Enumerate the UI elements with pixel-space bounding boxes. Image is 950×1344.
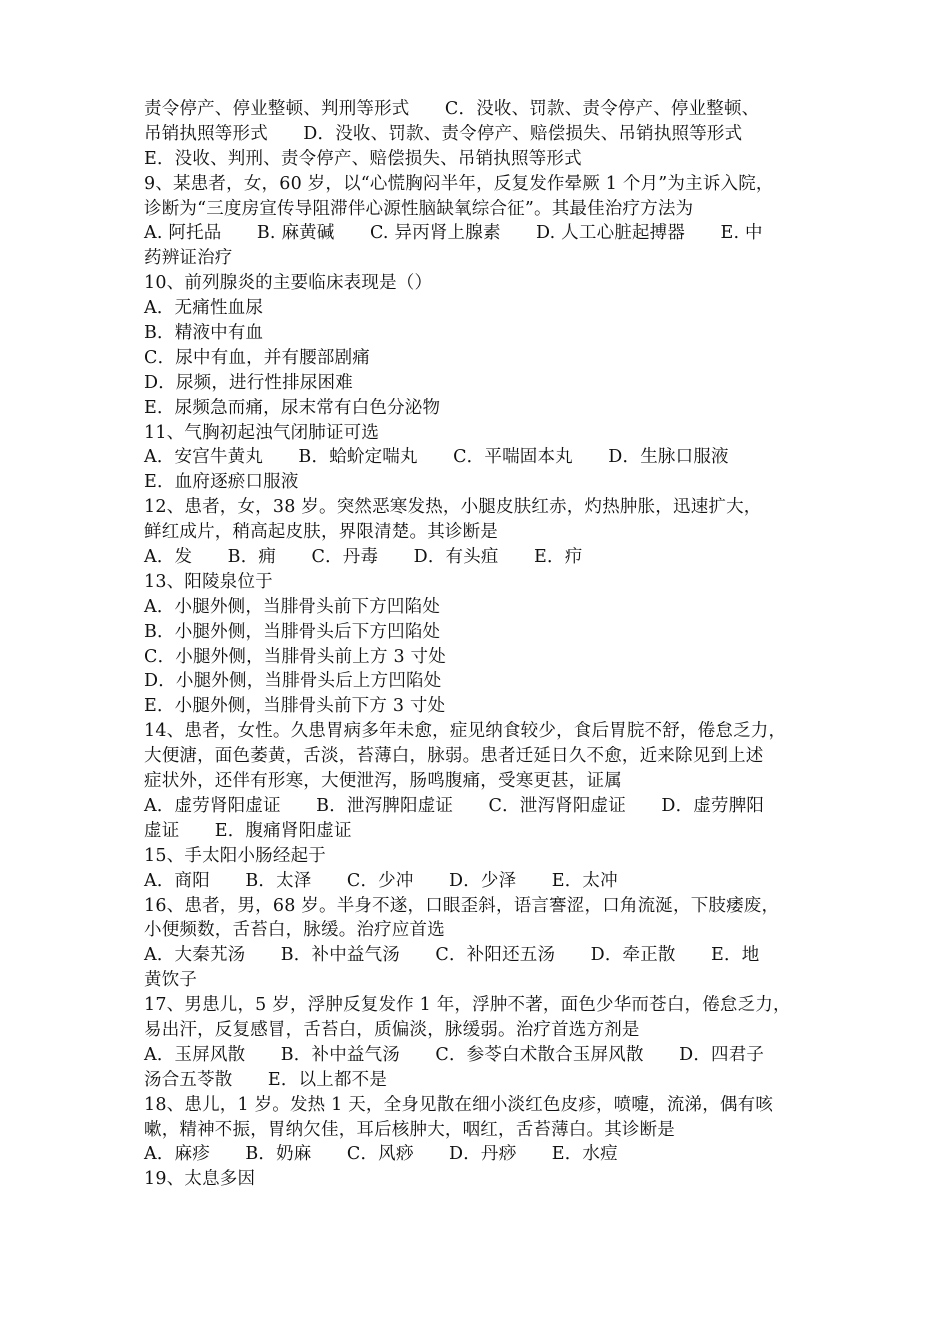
options-line: A．麻疹 B．奶麻 C．风痧 D．丹痧 E．水痘 — [144, 1144, 618, 1165]
option-line: B．精液中有血 — [144, 323, 264, 344]
options-line: A. 阿托品 B. 麻黄碱 C. 异丙肾上腺素 D. 人工心脏起搏器 E. 中 — [144, 223, 763, 244]
option-line: E．小腿外侧，当腓骨头前下方 3 寸处 — [144, 696, 446, 717]
text-line: 药辨证治疗 — [144, 248, 233, 269]
text-line: 大便溏，面色萎黄，舌淡，苔薄白，脉弱。患者迁延日久不愈，近来除见到上述 — [144, 746, 764, 767]
text-line: 小便频数，舌苔白，脉缓。治疗应首选 — [144, 920, 445, 941]
question-9-line: 9、某患者，女，60 岁，以“心慌胸闷半年，反复发作晕厥 1 个月”为主诉入院， — [144, 173, 774, 194]
question-14-line: 14、患者，女性。久患胃病多年未愈，症见纳食较少，食后胃脘不舒，倦怠乏力， — [144, 721, 787, 742]
text-line: 易出汗，反复感冒，舌苔白，质偏淡，脉缓弱。治疗首选方剂是 — [144, 1019, 640, 1040]
question-12-line: 12、患者，女，38 岁。突然恶寒发热，小腿皮肤红赤，灼热肿胀，迅速扩大， — [144, 497, 762, 518]
option-line: E．尿频急而痛，尿末常有白色分泌物 — [144, 397, 441, 418]
text-line: 黄饮子 — [144, 970, 198, 991]
text-line: 吊销执照等形式 D．没收、罚款、责令停产、赔偿损失、吊销执照等形式 — [144, 123, 743, 144]
option-line: C．小腿外侧，当腓骨头前上方 3 寸处 — [144, 646, 446, 667]
question-16-line: 16、患者，男，68 岁。半身不遂，口眼歪斜，语言謇涩，口角流涎，下肢痿废， — [144, 895, 780, 916]
options-line: A．商阳 B．太泽 C．少冲 D．少泽 E．太冲 — [144, 870, 618, 891]
document-body — [144, 97, 816, 1192]
options-line: A．玉屏风散 B．补中益气汤 C．参苓白术散合玉屏风散 D．四君子 — [144, 1044, 765, 1065]
text-line: E．没收、判刑、责令停产、赔偿损失、吊销执照等形式 — [144, 148, 582, 169]
text-line: 症状外，还伴有形寒，大便泄泻，肠鸣腹痛，受寒更甚，证属 — [144, 771, 622, 792]
question-19-line: 19、太息多因 — [144, 1169, 256, 1190]
text-line: 汤合五苓散 E．以上都不是 — [144, 1069, 388, 1090]
question-11-line: 11、气胸初起浊气闭肺证可选 — [144, 422, 380, 443]
question-15-line: 15、手太阳小肠经起于 — [144, 845, 326, 866]
option-line: E．血府逐瘀口服液 — [144, 472, 299, 493]
option-line: A．小腿外侧，当腓骨头前下方凹陷处 — [144, 596, 441, 617]
options-line: A．大秦艽汤 B．补中益气汤 C．补阳还五汤 D．牵正散 E．地 — [144, 945, 760, 966]
option-line: C．尿中有血，并有腰部剧痛 — [144, 347, 370, 368]
question-10-line: 10、前列腺炎的主要临床表现是（） — [144, 273, 433, 294]
option-line: D．尿频，进行性排尿困难 — [144, 372, 353, 393]
text-line: 嗽，精神不振，胃纳欠佳，耳后核肿大，咽红，舌苔薄白。其诊断是 — [144, 1119, 675, 1140]
text-line: 责令停产、停业整顿、判刑等形式 C．没收、罚款、责令停产、停业整顿、 — [144, 99, 760, 119]
option-line: D．小腿外侧，当腓骨头后上方凹陷处 — [144, 671, 442, 692]
text-line: 诊断为“三度房宣传导阻滞伴心源性脑缺氧综合征”。其最佳治疗方法为 — [144, 198, 694, 219]
option-line: A．无痛性血尿 — [144, 298, 264, 319]
question-18-line: 18、患儿，1 岁。发热 1 天，全身见散在细小淡红色皮疹，喷嚏，流涕，偶有咳 — [144, 1094, 774, 1115]
options-line: A．安宫牛黄丸 B．蛤蚧定喘丸 C．平喘固本丸 D．生脉口服液 — [144, 447, 729, 468]
text-line: 虚证 E．腹痛肾阳虚证 — [144, 820, 352, 841]
option-line: B．小腿外侧，当腓骨头后下方凹陷处 — [144, 621, 441, 642]
options-line: A．虚劳肾阳虚证 B．泄泻脾阳虚证 C．泄泻肾阳虚证 D．虚劳脾阳 — [144, 795, 765, 816]
text-line: 鲜红成片，稍高起皮肤，界限清楚。其诊断是 — [144, 522, 498, 543]
question-13-line: 13、阳陵泉位于 — [144, 571, 273, 592]
options-line: A．发 B．痈 C．丹毒 D．有头疽 E．疖 — [144, 547, 583, 568]
question-17-line: 17、男患儿，5 岁，浮肿反复发作 1 年，浮肿不著，面色少华而苍白，倦怠乏力， — [144, 995, 791, 1016]
